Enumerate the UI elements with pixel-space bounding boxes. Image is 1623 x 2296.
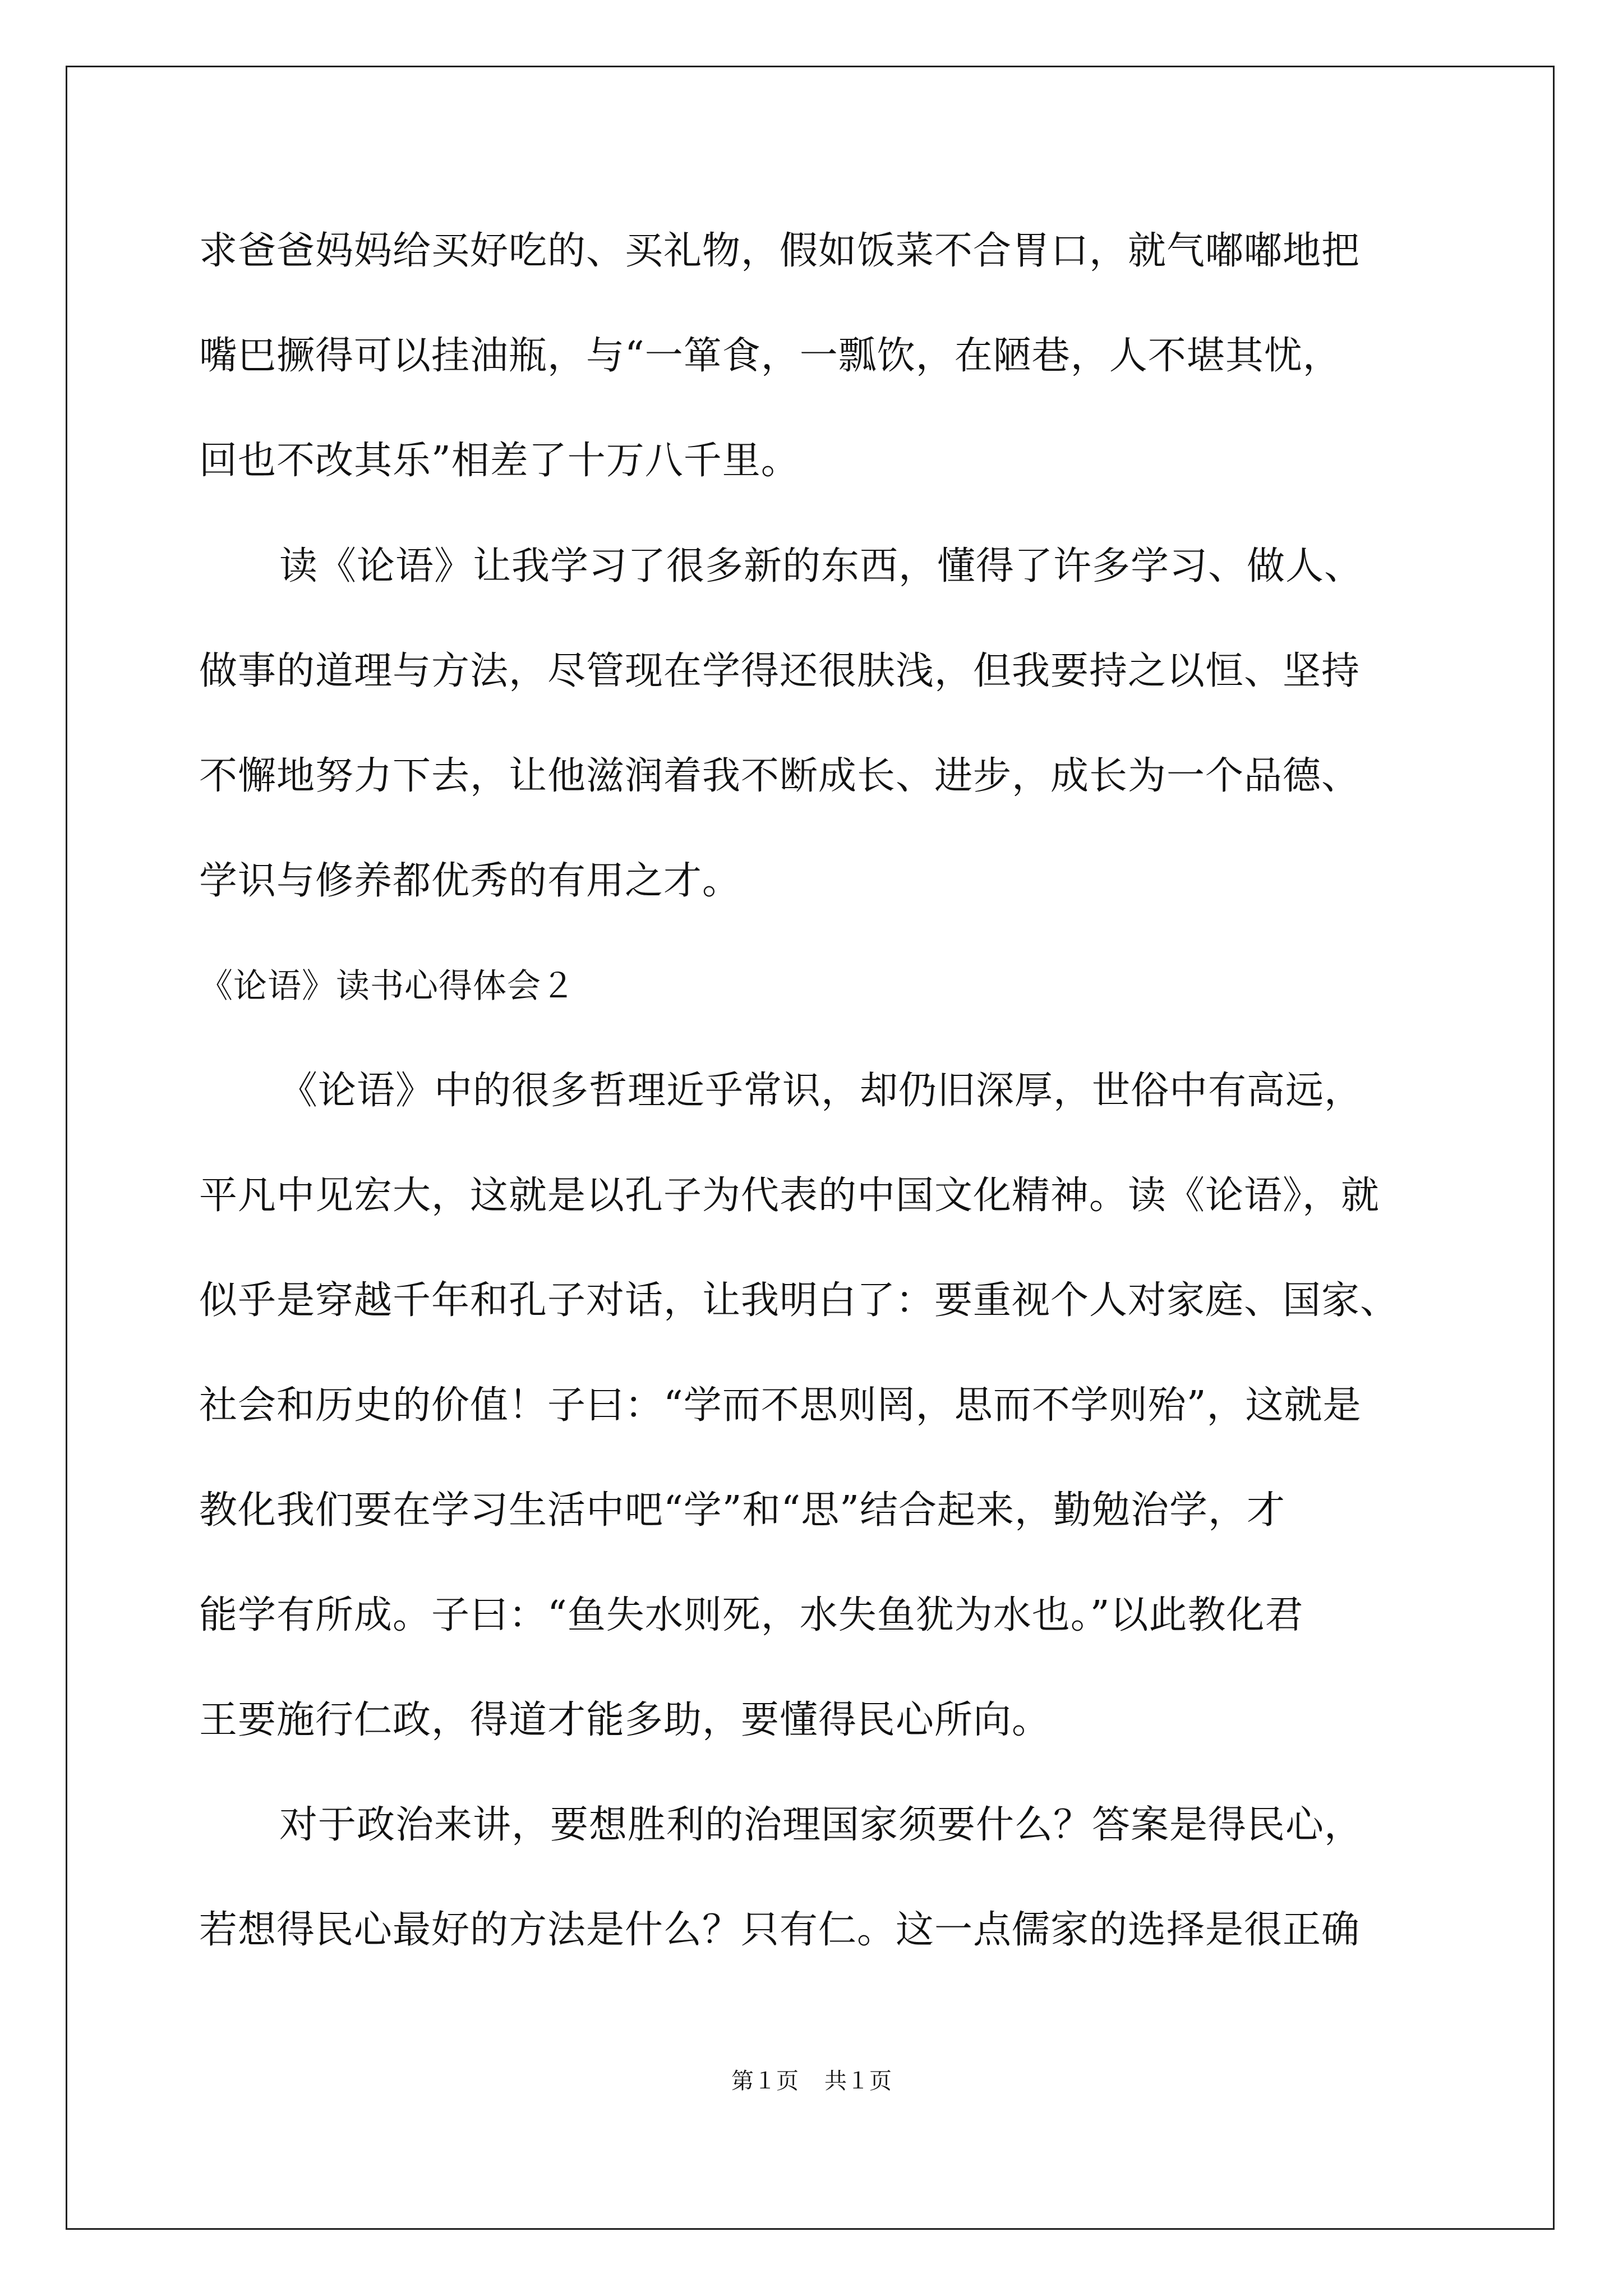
body-line: 做事的道理与方法，尽管现在学得还很肤浅，但我要持之以恒、坚持 [199, 649, 1361, 693]
body-line: 教化我们要在学习生活中吧“学”和“思”结合起来，勤勉治学，才 [199, 1488, 1286, 1533]
body-line: 学识与修养都优秀的有用之才。 [199, 859, 741, 903]
body-line: 王要施行仁政，得道才能多助，要懂得民心所向。 [199, 1698, 1051, 1742]
page-border [66, 66, 1555, 2230]
body-line: 能学有所成。子曰：“鱼失水则死，水失鱼犹为水也。”以此教化君 [199, 1593, 1304, 1637]
body-line: 不懈地努力下去，让他滋润着我不断成长、进步，成长为一个品德、 [199, 754, 1361, 798]
body-line: 回也不改其乐”相差了十万八千里。 [199, 439, 800, 483]
body-line: 平凡中见宏大，这就是以孔子为代表的中国文化精神。读《论语》，就 [199, 1174, 1380, 1218]
page-footer [0, 2067, 1623, 2095]
body-line: 若想得民心最好的方法是什么？只有仁。这一点儒家的选择是很正确 [199, 1908, 1361, 1952]
section-heading: 《论语》读书心得体会２ [199, 967, 575, 1006]
paragraph-start-line: 对于政治来讲，要想胜利的治理国家须要什么？答案是得民心， [279, 1803, 1363, 1847]
body-line: 似乎是穿越千年和孔子对话，让我明白了：要重视个人对家庭、国家、 [199, 1278, 1399, 1323]
body-line: 嘴巴撅得可以挂油瓶，与“一箪食，一瓢饮，在陋巷，人不堪其忧， [199, 334, 1341, 378]
body-line: 求爸爸妈妈给买好吃的、买礼物，假如饭菜不合胃口，就气嘟嘟地把 [199, 229, 1361, 273]
page-number: 第１页 [731, 2068, 799, 2094]
page-total: 共１页 [824, 2068, 892, 2094]
paragraph-start-line: 《论语》中的很多哲理近乎常识，却仍旧深厚，世俗中有高远， [279, 1069, 1363, 1113]
body-line: 社会和历史的价值！子曰：“学而不思则罔，思而不学则殆”，这就是 [199, 1383, 1362, 1428]
paragraph-start-line: 读《论语》让我学习了很多新的东西，懂得了许多学习、做人、 [279, 544, 1363, 588]
